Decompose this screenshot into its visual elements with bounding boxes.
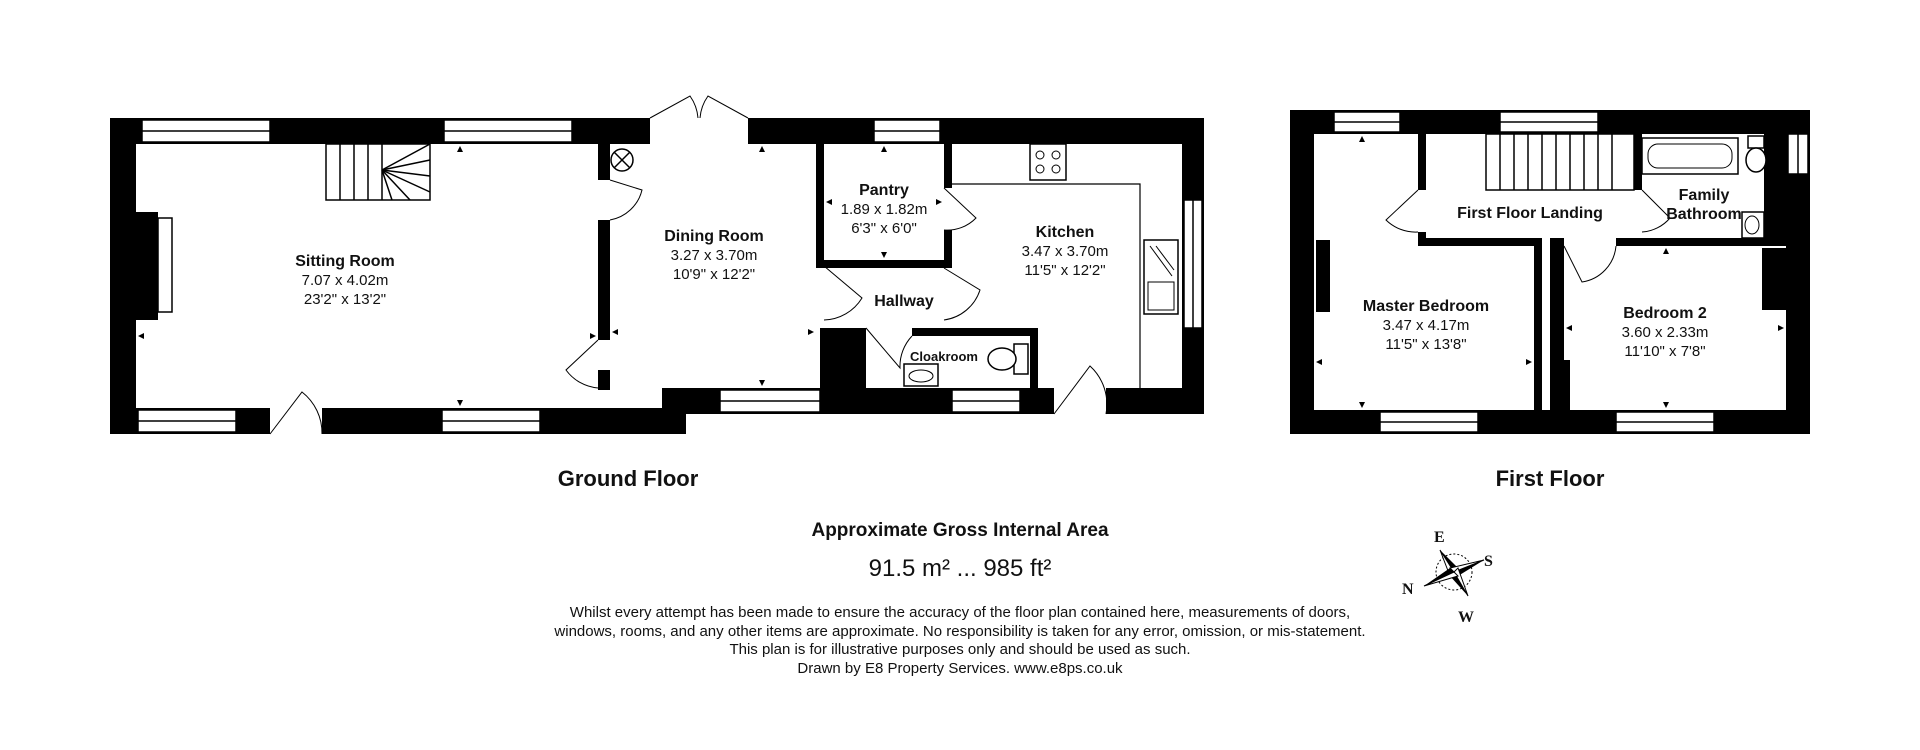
cloakroom-wc [988, 344, 1028, 374]
room-dimension: 11'5" x 13'8" [1385, 336, 1467, 353]
disclaimer-line: Drawn by E8 Property Services. www.e8ps.co.uk [797, 659, 1123, 677]
staircase [1486, 134, 1634, 190]
room-name: Kitchen [1035, 224, 1095, 241]
room-dimension: 7.07 x 4.02m [301, 272, 389, 289]
internal-wall [1552, 360, 1570, 410]
room-labels [295, 182, 1742, 491]
room-dimension: 1.89 x 1.82m [840, 201, 928, 218]
area-title: Approximate Gross Internal Area [811, 520, 1109, 541]
room-dimension: 11'10" x 7'8" [1624, 343, 1706, 360]
fireplace-hearth [158, 218, 172, 312]
door-swings [270, 96, 1107, 434]
internal-wall [598, 220, 610, 340]
first-floor-plan [1290, 110, 1810, 434]
internal-wall [1418, 238, 1542, 246]
bath [1642, 138, 1738, 174]
compass-letter-s: S [1484, 553, 1493, 570]
hob [1030, 144, 1066, 180]
kitchen-sink [1144, 240, 1178, 314]
wall [1106, 388, 1204, 414]
room-dimension: 3.47 x 4.17m [1382, 317, 1470, 334]
disclaimer-line: This plan is for illustrative purposes only and should be used as such. [729, 641, 1191, 658]
internal-wall [1764, 134, 1786, 238]
wall [748, 118, 1204, 144]
room-dimension: 3.47 x 3.70m [1021, 243, 1109, 260]
wall [820, 328, 866, 388]
compass-letter-w: W [1458, 609, 1474, 626]
room-dimension: 6'3" x 6'0" [851, 220, 917, 237]
internal-wall [1418, 134, 1426, 190]
bathroom-basin [1742, 212, 1764, 238]
kitchen-worktop [952, 184, 1140, 388]
room-dimension: 3.27 x 3.70m [670, 247, 758, 264]
internal-wall [944, 144, 952, 188]
room-name: Bedroom 2 [1623, 305, 1707, 322]
room-name: Sitting Room [295, 253, 395, 270]
room-name: First Floor Landing [1457, 205, 1603, 222]
disclaimer-line: Whilst every attempt has been made to ensure the accuracy of the floor plan contained here, measurements of doors, [569, 604, 1351, 621]
wall [1290, 110, 1314, 434]
wall [1290, 410, 1810, 434]
internal-wall [1762, 248, 1786, 310]
room-dimension: 23'2" x 13'2" [303, 291, 387, 308]
bathroom-wc [1746, 136, 1766, 172]
room-name: Dining Room [664, 228, 764, 245]
room-dimension: 11'5" x 12'2" [1024, 262, 1106, 279]
internal-wall [598, 144, 610, 180]
internal-wall [1030, 328, 1038, 388]
compass-letter-e: E [1434, 529, 1445, 546]
room-name: Hallway [874, 293, 934, 310]
disclaimer [0, 604, 1920, 678]
compass-letter-n: N [1402, 581, 1414, 598]
room-dimension: 3.60 x 2.33m [1621, 324, 1709, 341]
room-name: Cloakroom [910, 349, 978, 364]
room-name: Master Bedroom [1362, 298, 1490, 315]
floor-title: Ground Floor [557, 466, 699, 491]
room-name: Bathroom [1666, 206, 1742, 223]
internal-wall [944, 230, 952, 268]
staircase [326, 144, 430, 200]
internal-wall [598, 370, 610, 390]
fireplace [136, 212, 158, 320]
internal-wall [912, 328, 1038, 336]
wall [110, 118, 136, 434]
room-name: Family [1678, 187, 1730, 204]
internal-wall [1616, 238, 1786, 246]
room-name: Pantry [859, 182, 909, 199]
floor-title: First Floor [1495, 466, 1605, 491]
disclaimer-line: windows, rooms, and any other items are approximate. No responsibility is taken for any error, omission, or mis-statement. [554, 622, 1366, 640]
internal-wall [816, 260, 944, 268]
internal-wall [816, 144, 824, 266]
area-value: 91.5 m² ... 985 ft² [868, 555, 1052, 582]
internal-wall [1534, 238, 1542, 410]
door-swings [1386, 190, 1670, 282]
internal-wall [1634, 134, 1642, 190]
internal-wall [1316, 240, 1330, 312]
room-dimension: 10'9" x 12'2" [672, 266, 756, 283]
